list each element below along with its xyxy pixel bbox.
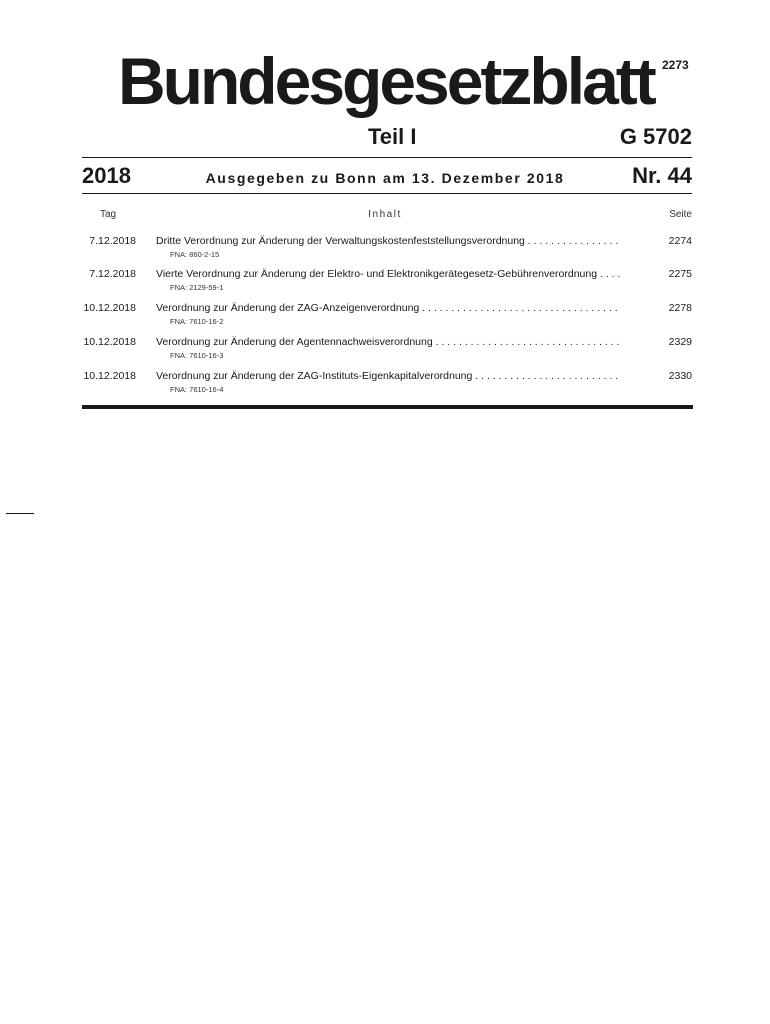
g-number: G 5702 — [619, 124, 692, 149]
entry-date: 10.12.2018 — [83, 370, 136, 382]
entry-page: 2274 — [668, 235, 692, 247]
list-item — [82, 268, 692, 298]
entry-page: 2275 — [668, 268, 692, 280]
entry-fna: FNA: 860-2-15 — [170, 250, 220, 259]
year: 2018 — [82, 163, 131, 188]
entry-fna: FNA: 7610-16-4 — [170, 385, 224, 394]
column-header-inhalt: Inhalt — [368, 209, 402, 220]
masthead-title: Bundesgesetzblatt — [118, 44, 654, 118]
column-header-seite: Seite — [669, 209, 692, 220]
contents-end-rule — [82, 405, 693, 409]
header-rule-top — [82, 157, 692, 158]
list-item — [82, 302, 692, 332]
entry-date: 7.12.2018 — [89, 268, 136, 280]
entry-title: Verordnung zur Änderung der ZAG-Anzeigenverordnung . . . — [156, 302, 620, 314]
entry-fna: FNA: 7610-16-3 — [170, 351, 224, 360]
page-number: 2273 — [662, 58, 689, 72]
entry-title: Verordnung zur Änderung der ZAG-Instituts-Eigenkapitalverordnung . . . — [156, 370, 620, 382]
entry-page: 2330 — [668, 370, 692, 382]
header-rule-bottom — [82, 193, 692, 194]
entry-date: 10.12.2018 — [83, 302, 136, 314]
entry-date: 7.12.2018 — [89, 235, 136, 247]
issue-number: Nr. 44 — [632, 163, 692, 188]
list-item — [82, 336, 692, 366]
list-item — [82, 235, 692, 265]
entry-fna: FNA: 2129-59-1 — [170, 283, 224, 292]
entry-title: Dritte Verordnung zur Änderung der Verwaltungskostenfeststellungsverordnung . . . — [156, 235, 620, 247]
entry-date: 10.12.2018 — [83, 336, 136, 348]
part-label: Teil I — [368, 124, 417, 149]
entry-page: 2329 — [668, 336, 692, 348]
margin-mark — [6, 513, 34, 514]
column-header-tag: Tag — [100, 209, 117, 220]
entry-page: 2278 — [668, 302, 692, 314]
entry-title: Verordnung zur Änderung der Agentennachweisverordnung . . . — [156, 336, 620, 348]
entry-fna: FNA: 7610-16-2 — [170, 317, 224, 326]
list-item — [82, 370, 692, 400]
issued-line: Ausgegeben zu Bonn am 13. Dezember 2018 — [205, 170, 565, 186]
entry-title: Vierte Verordnung zur Änderung der Elektro- und Elektronikgerätegesetz-Gebührenverordnung . . . — [156, 268, 620, 280]
